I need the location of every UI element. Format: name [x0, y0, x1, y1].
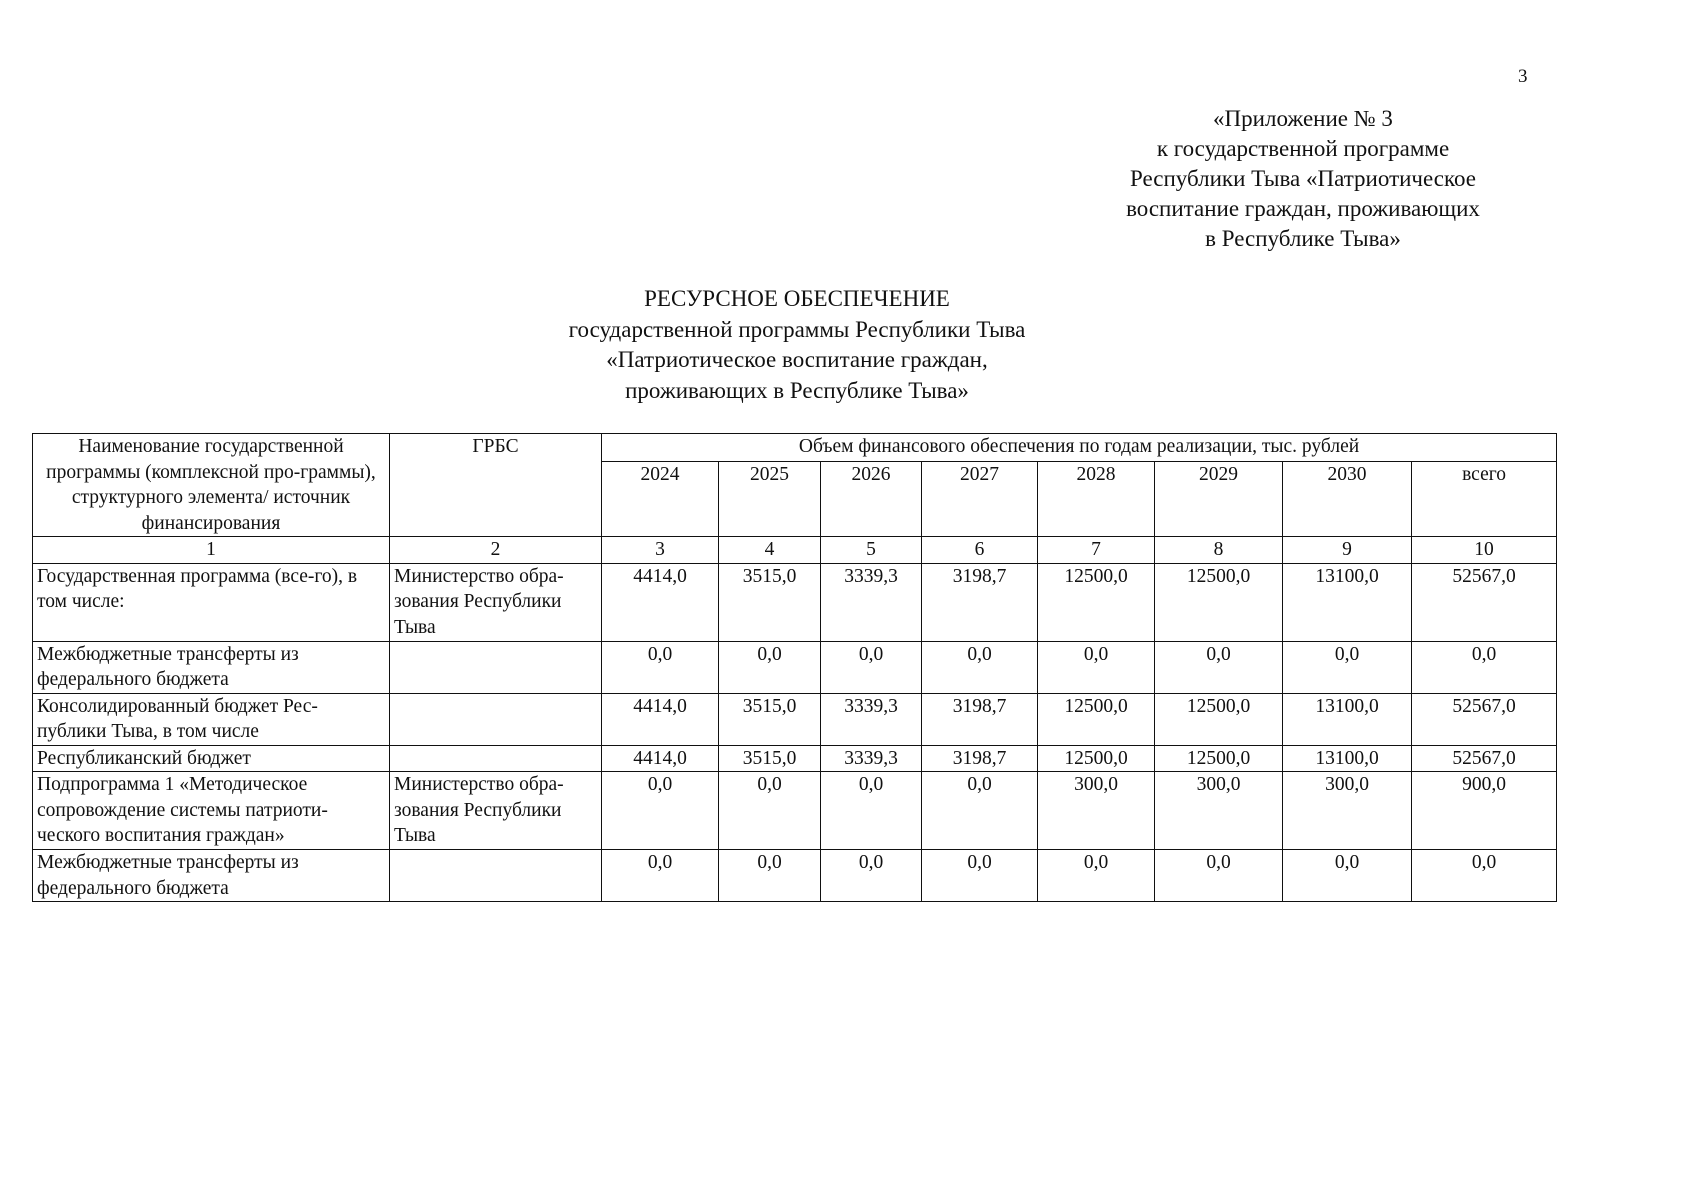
document-title	[397, 284, 1197, 406]
row-total: 52567,0	[1412, 563, 1557, 641]
column-number: 3	[602, 537, 719, 564]
row-value: 0,0	[1155, 850, 1283, 902]
row-total: 900,0	[1412, 772, 1557, 850]
row-total: 52567,0	[1412, 693, 1557, 745]
column-numbers-row	[33, 537, 1557, 564]
row-value: 0,0	[1283, 850, 1412, 902]
row-value: 4414,0	[602, 745, 719, 772]
row-value: 0,0	[821, 772, 922, 850]
title-line: проживающих в Республике Тыва»	[625, 377, 969, 403]
table-row	[33, 850, 1557, 902]
row-value: 12500,0	[1038, 563, 1155, 641]
row-value: 0,0	[602, 850, 719, 902]
row-value: 0,0	[719, 772, 821, 850]
row-value: 0,0	[602, 641, 719, 693]
appendix-note	[1078, 104, 1528, 254]
row-value: 3515,0	[719, 563, 821, 641]
row-value: 12500,0	[1155, 745, 1283, 772]
header-year: 2027	[922, 461, 1038, 536]
table-row	[33, 693, 1557, 745]
header-year: 2028	[1038, 461, 1155, 536]
row-total: 0,0	[1412, 850, 1557, 902]
row-value: 3339,3	[821, 693, 922, 745]
column-number: 6	[922, 537, 1038, 564]
table-row	[33, 641, 1557, 693]
column-number: 4	[719, 537, 821, 564]
header-year: 2025	[719, 461, 821, 536]
row-value: 3339,3	[821, 745, 922, 772]
row-value: 13100,0	[1283, 745, 1412, 772]
row-value: 13100,0	[1283, 563, 1412, 641]
appendix-line: в Республике Тыва»	[1205, 226, 1401, 251]
column-number: 5	[821, 537, 922, 564]
column-number: 2	[390, 537, 602, 564]
row-value: 300,0	[1038, 772, 1155, 850]
row-grbs: Министерство обра-зования Республики Тыва	[390, 772, 602, 850]
row-value: 300,0	[1155, 772, 1283, 850]
title-line: РЕСУРСНОЕ ОБЕСПЕЧЕНИЕ	[644, 286, 950, 311]
row-value: 0,0	[1038, 850, 1155, 902]
header-year: 2026	[821, 461, 922, 536]
page-number: 3	[1518, 66, 1528, 87]
table-header-row	[33, 434, 1557, 462]
row-name: Подпрограмма 1 «Методическое сопровождение системы патриоти-ческого воспитания граждан»	[33, 772, 390, 850]
column-number: 9	[1283, 537, 1412, 564]
column-number: 1	[33, 537, 390, 564]
row-value: 13100,0	[1283, 693, 1412, 745]
row-value: 12500,0	[1155, 693, 1283, 745]
row-value: 3198,7	[922, 693, 1038, 745]
row-value: 3339,3	[821, 563, 922, 641]
appendix-line: воспитание граждан, проживающих	[1126, 196, 1480, 221]
header-total: всего	[1412, 461, 1557, 536]
row-value: 0,0	[1283, 641, 1412, 693]
appendix-line: к государственной программе	[1156, 136, 1450, 161]
header-name-cell: Наименование государственной программы (комплексной про-граммы), структурного элемента/ источник финансирования	[33, 434, 390, 537]
appendix-line: Республики Тыва «Патриотическое	[1130, 166, 1476, 191]
row-grbs	[390, 850, 602, 902]
row-value: 0,0	[821, 641, 922, 693]
row-value: 300,0	[1283, 772, 1412, 850]
table-row	[33, 563, 1557, 641]
row-grbs	[390, 641, 602, 693]
row-grbs	[390, 693, 602, 745]
row-total: 0,0	[1412, 641, 1557, 693]
row-grbs: Министерство обра-зования Республики Тыва	[390, 563, 602, 641]
row-value: 3198,7	[922, 563, 1038, 641]
row-value: 12500,0	[1038, 693, 1155, 745]
table-row	[33, 745, 1557, 772]
row-value: 12500,0	[1038, 745, 1155, 772]
column-number: 8	[1155, 537, 1283, 564]
row-value: 0,0	[821, 850, 922, 902]
row-value: 0,0	[1038, 641, 1155, 693]
row-name: Межбюджетные трансферты из федерального бюджета	[33, 850, 390, 902]
resource-table	[32, 433, 1557, 902]
header-year: 2024	[602, 461, 719, 536]
row-name: Государственная программа (все-го), в том числе:	[33, 563, 390, 641]
header-volume-cell: Объем финансового обеспечения по годам реализации, тыс. рублей	[602, 434, 1557, 462]
row-value: 4414,0	[602, 693, 719, 745]
appendix-line: «Приложение № 3	[1213, 106, 1393, 131]
column-number: 7	[1038, 537, 1155, 564]
column-number: 10	[1412, 537, 1557, 564]
row-name: Межбюджетные трансферты из федерального бюджета	[33, 641, 390, 693]
table-row	[33, 772, 1557, 850]
header-year: 2029	[1155, 461, 1283, 536]
row-value: 0,0	[719, 641, 821, 693]
title-line: «Патриотическое воспитание граждан,	[606, 347, 988, 372]
row-value: 3515,0	[719, 693, 821, 745]
row-value: 0,0	[922, 850, 1038, 902]
row-value: 0,0	[922, 641, 1038, 693]
row-value: 4414,0	[602, 563, 719, 641]
title-line: государственной программы Республики Тыва	[568, 316, 1026, 342]
row-value: 12500,0	[1155, 563, 1283, 641]
row-value: 3515,0	[719, 745, 821, 772]
row-name: Республиканский бюджет	[33, 745, 390, 772]
header-year: 2030	[1283, 461, 1412, 536]
row-value: 0,0	[719, 850, 821, 902]
header-grbs-cell: ГРБС	[390, 434, 602, 537]
row-name: Консолидированный бюджет Рес-публики Тыва, в том числе	[33, 693, 390, 745]
row-total: 52567,0	[1412, 745, 1557, 772]
row-value: 3198,7	[922, 745, 1038, 772]
row-value: 0,0	[1155, 641, 1283, 693]
row-grbs	[390, 745, 602, 772]
row-value: 0,0	[602, 772, 719, 850]
row-value: 0,0	[922, 772, 1038, 850]
